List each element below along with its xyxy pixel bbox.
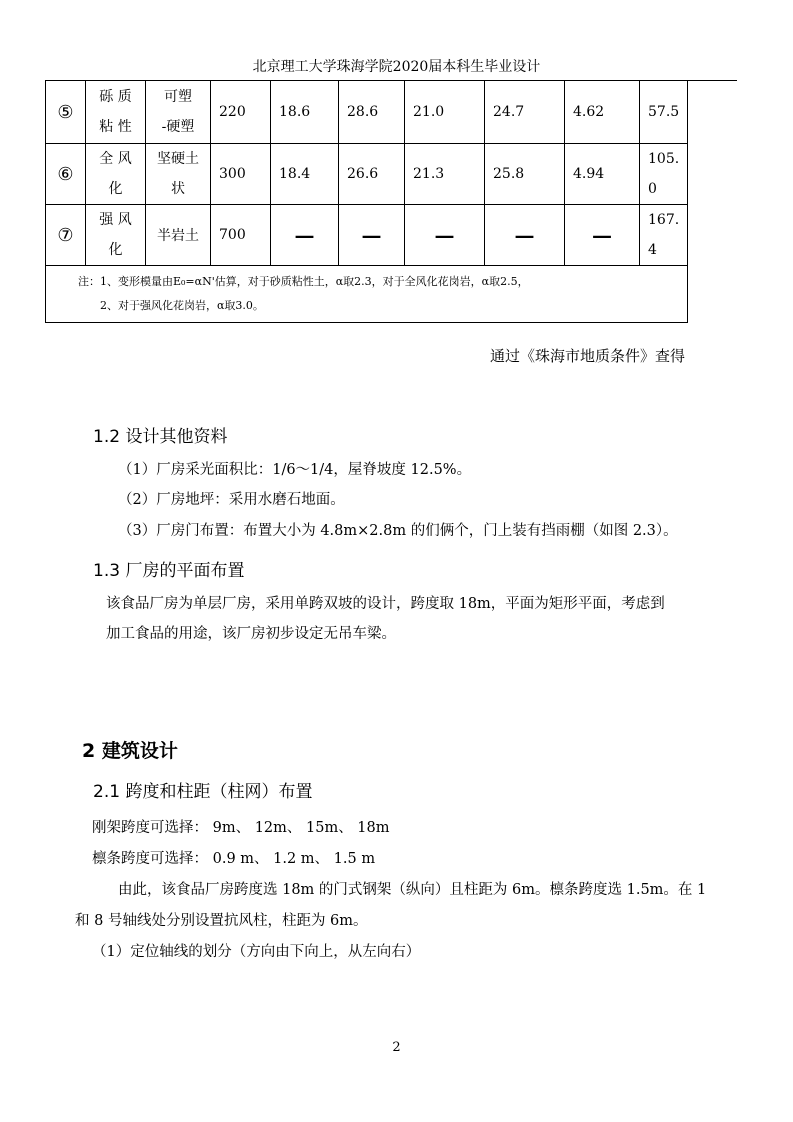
soil-state: 坚硬土 状 — [146, 144, 211, 205]
layer-number: ⑦ — [46, 205, 86, 266]
paragraph-line: 加工食品的用途，该厂房初步设定无吊车梁。 — [106, 626, 396, 642]
table-cell: 220 — [211, 81, 271, 144]
paragraph-line: 和 8 号轴线处分别设置抗风柱，柱距为 6m。 — [75, 913, 368, 929]
soil-state: 半岩土 — [146, 205, 211, 266]
paragraph-line: 由此，该食品厂房跨度选 18m 的门式钢架（纵向）且柱距为 6m。檩条跨度选 1.5m。在 1 — [118, 882, 707, 898]
table-note-row — [46, 266, 688, 323]
page-header: 北京理工大学珠海学院2020届本科生毕业设计 — [252, 59, 541, 75]
table-note: 注：1、变形模量由E₀=αN'估算，对于砂质粘性土，α取2.3，对于全风化花岗岩，α取2.5， 2、对于强风化花岗岩，α取3.0。 — [46, 266, 688, 323]
table-row — [46, 144, 688, 205]
paragraph-line: （3）厂房门布置：布置大小为 4.8m×2.8m 的们俩个，门上装有挡雨棚（如图 2.3）。 — [118, 523, 678, 539]
soil-name: 全 风 化 — [86, 144, 146, 205]
source-note: 通过《珠海市地质条件》查得 — [490, 347, 686, 365]
table-cell: 25.8 — [485, 144, 565, 205]
page-number: 2 — [392, 1040, 401, 1055]
section-heading-2-1: 2.1 跨度和柱距（柱网）布置 — [93, 782, 313, 802]
table-cell: — — [339, 205, 405, 266]
table-cell: — — [271, 205, 339, 266]
table-cell: 4.94 — [565, 144, 640, 205]
table-cell: 26.6 — [339, 144, 405, 205]
table-cell: 167.4 — [640, 205, 688, 266]
soil-name: 砾 质 粘 性 — [86, 81, 146, 144]
table-cell: 21.0 — [405, 81, 485, 144]
table-cell: 18.4 — [271, 144, 339, 205]
table-cell: 57.5 — [640, 81, 688, 144]
paragraph-line: （1）厂房采光面积比：1/6～1/4，屋脊坡度 12.5%。 — [118, 462, 472, 478]
paragraph-line: （1）定位轴线的划分（方向由下向上，从左向右） — [92, 944, 421, 960]
table-row — [46, 205, 688, 266]
soil-name: 强 风 化 — [86, 205, 146, 266]
soil-state: 可塑 -硬塑 — [146, 81, 211, 144]
table-cell: 4.62 — [565, 81, 640, 144]
paragraph-line: 该食品厂房为单层厂房，采用单跨双坡的设计，跨度取 18m，平面为矩形平面，考虑到 — [106, 596, 665, 612]
section-heading-1-2: 1.2 设计其他资料 — [93, 427, 228, 447]
table-cell: 700 — [211, 205, 271, 266]
table-cell: 21.3 — [405, 144, 485, 205]
layer-number: ⑤ — [46, 81, 86, 144]
chapter-heading: 2 建筑设计 — [82, 740, 178, 762]
table-row — [46, 81, 688, 144]
table-cell: 105.0 — [640, 144, 688, 205]
table-cell: 18.6 — [271, 81, 339, 144]
table-cell: — — [565, 205, 640, 266]
section-heading-1-3: 1.3 厂房的平面布置 — [93, 561, 245, 581]
soil-parameter-table — [45, 80, 688, 323]
table-cell: — — [405, 205, 485, 266]
table-cell: — — [485, 205, 565, 266]
paragraph-line: 檩条跨度可选择： 0.9 m、 1.2 m、 1.5 m — [92, 851, 376, 867]
table-cell: 28.6 — [339, 81, 405, 144]
paragraph-line: （2）厂房地坪：采用水磨石地面。 — [118, 492, 345, 508]
table-cell: 300 — [211, 144, 271, 205]
table-cell: 24.7 — [485, 81, 565, 144]
paragraph-line: 刚架跨度可选择： 9m、 12m、 15m、 18m — [92, 820, 390, 836]
layer-number: ⑥ — [46, 144, 86, 205]
